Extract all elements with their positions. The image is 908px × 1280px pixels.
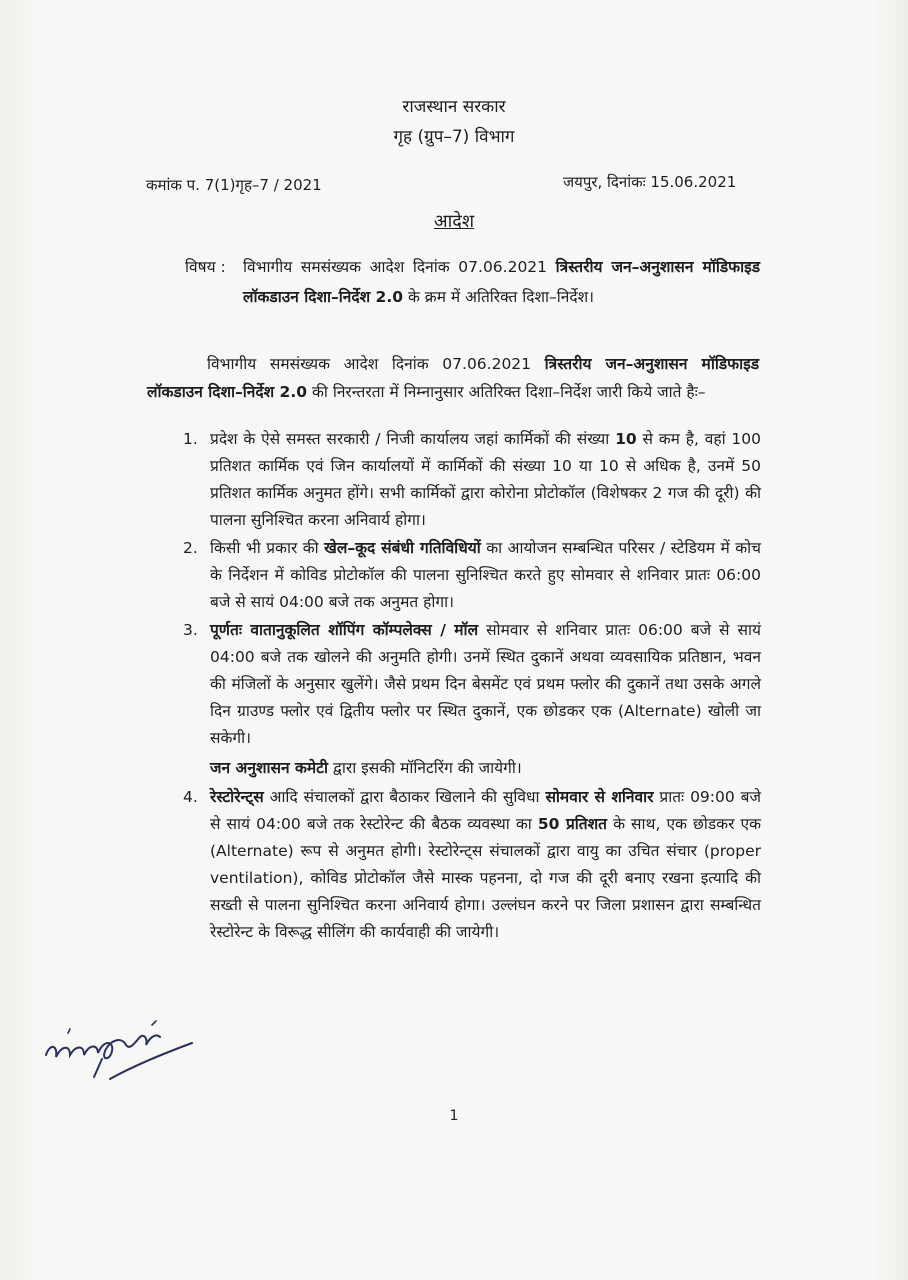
subject-label: विषय : — [185, 258, 226, 276]
item-3-text: सोमवार से शनिवार प्रातः 06:00 बजे से सायं 04:00 बजे तक खोलने की अनुमति होगी। उनमें स्थित दुकानें अथवा व्यवसायिक प्रतिष्ठान, भवन की मंजिलों के अनुसार खुलेंगे। जैसे प्रथम दिन बेसमेंट एवं प्रथम फ्लोर की दुकानें तथा उसके अगले दिन ग्राउण्ड फ्लोर एवं द्वितीय फ्लोर पर स्थित दुकानें, एक छोडकर एक (Alternate) खोली जा सकेगी। — [210, 621, 761, 747]
item-1-text-2: से कम है, वहां 100 प्रतिशत कार्मिक एवं जिन कार्यालयों में कार्मिकों की संख्या 10 या 10 से अधिक है, उनमें 50 प्रतिशत कार्मिक अनुमत होंगे। सभी कार्मिकों द्वारा कोरोना प्रोटोकॉल (विशेषकर 2 गज की दूरी) की पालना सुनिश्चित करना अनिवार्य होगा। — [210, 430, 761, 529]
list-item-number: 1. — [183, 430, 198, 448]
subject-plain: विभागीय समसंख्यक आदेश दिनांक 07.06.2021 — [243, 258, 548, 276]
item-4-text-3: के साथ, एक छोडकर एक (Alternate) रूप से अनुमत होगी। रेस्टोरेन्ट्स संचालकों द्वारा वायु का उचित संचार (proper ventilation), कोविड प्रोटोकॉल जैसे मास्क पहनना, दो गज की दूरी बनाए रखना इत्यादि की सख्ती से पालना सुनिश्चित करना अनिवार्य होगा। उल्लंघन करने पर जिला प्रशासन द्वारा सम्बन्धित रेस्टोरेन्ट के विरूद्ध सीलिंग की कार्यवाही की जायेगी। — [210, 815, 761, 941]
list-item-number: 2. — [183, 539, 198, 557]
item-2-bold: खेल–कूद संबंधी गतिविधियों — [324, 539, 481, 557]
item-1-text-1: प्रदेश के ऐसे समस्त सरकारी / निजी कार्यालय जहां कार्मिकों की संख्या — [210, 430, 610, 448]
date-line: जयपुर, दिनांकः 15.06.2021 — [563, 173, 737, 191]
item-1-bold: 10 — [615, 430, 637, 448]
item-4-text-1: आदि संचालकों द्वारा बैठाकर खिलाने की सुविधा — [269, 788, 540, 806]
monitoring-bold: जन अनुशासन कमेटी — [210, 759, 328, 777]
subject-block — [185, 252, 760, 312]
item-4-bold-1: रेस्टोरेन्ट्स — [210, 788, 264, 806]
header-department: गृह (ग्रुप–7) विभाग — [393, 127, 515, 147]
subject-text — [185, 252, 760, 312]
monitoring-text: द्वारा इसकी मॉनिटरिंग की जायेगी। — [332, 759, 522, 777]
list-item-number: 3. — [183, 621, 198, 639]
item-4-bold-3: 50 प्रतिशत — [537, 815, 607, 833]
page-number: 1 — [449, 1108, 459, 1124]
subject-tail: के क्रम में अतिरिक्त दिशा–निर्देश। — [407, 288, 595, 306]
intro-bold: त्रिस्तरीय जन–अनुशासन मॉडिफाइड लॉकडाउन दिशा–निर्देश 2.0 — [147, 355, 760, 401]
directive-list — [183, 426, 761, 946]
monitoring-line — [183, 755, 761, 782]
header-state: राजस्थान सरकार — [402, 97, 506, 117]
item-2-text-1: किसी भी प्रकार की — [210, 539, 319, 557]
list-item — [183, 784, 761, 946]
list-item — [183, 617, 761, 752]
item-4-bold-2: सोमवार से शनिवार — [545, 788, 654, 806]
item-4-text-2: प्रातः 09:00 बजे से सायं 04:00 बजे तक रेस्टोरेन्ट की बैठक व्यवस्था का — [210, 788, 761, 833]
reference-number: कमांक प. 7(1)गृह–7 / 2021 — [146, 176, 322, 194]
subject-bold: त्रिस्तरीय जन–अनुशासन मॉडिफाइड लॉकडाउन दिशा–निर्देश 2.0 — [243, 258, 761, 306]
list-item — [183, 535, 761, 616]
intro-plain-1: विभागीय समसंख्यक आदेश दिनांक 07.06.2021 — [207, 355, 532, 373]
list-item-number: 4. — [183, 788, 198, 806]
item-2-text-2: का आयोजन सम्बन्धित परिसर / स्टेडियम में कोच के निर्देशन में कोविड प्रोटोकॉल की पालना सुनिश्चित करते हुए सोमवार से शनिवार प्रातः 06:00 बजे से सायं 04:00 बजे तक अनुमत होगा। — [210, 539, 761, 611]
handwritten-signature-icon — [40, 1015, 205, 1085]
item-3-bold: पूर्णतः वातानुकूलित शॉपिंग कॉम्पलेक्स / मॉल — [210, 621, 479, 639]
intro-plain-2: की निरन्तरता में निम्नानुसार अतिरिक्त दिशा–निर्देश जारी किये जाते हैः– — [311, 383, 706, 401]
page-title: आदेश — [433, 211, 475, 232]
intro-paragraph — [147, 350, 759, 406]
list-item — [183, 426, 761, 534]
